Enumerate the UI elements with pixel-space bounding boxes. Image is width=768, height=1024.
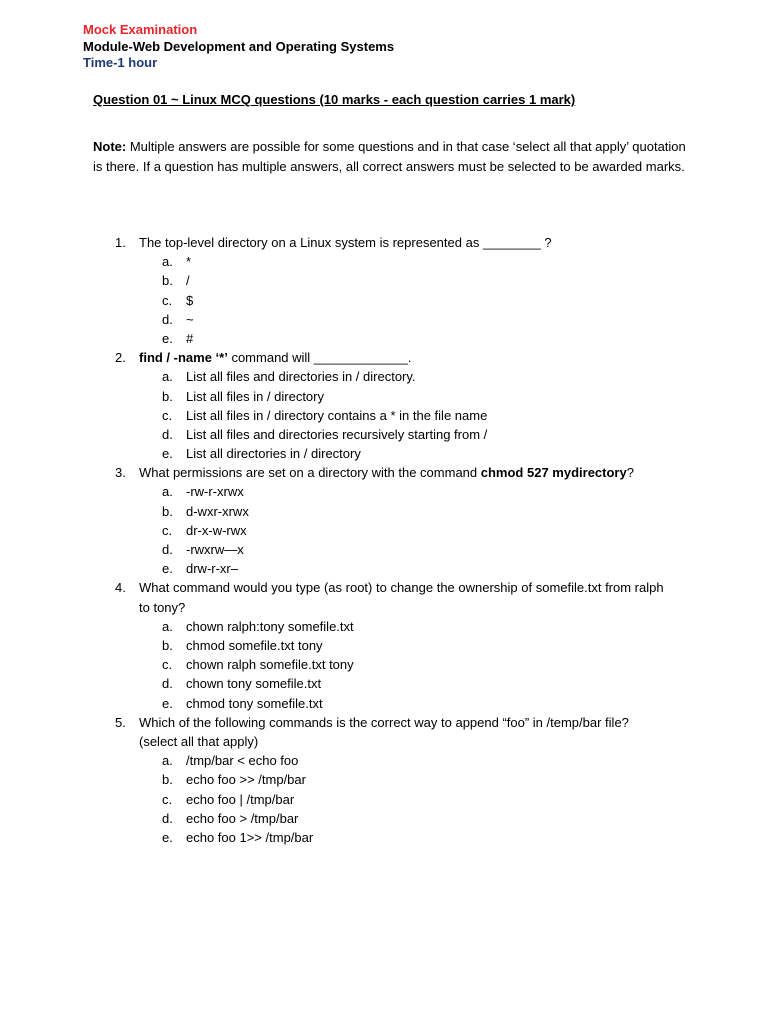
question-list xyxy=(0,233,768,847)
option-letter: c. xyxy=(162,657,173,673)
option-letter: b. xyxy=(162,772,173,788)
question-text-part: ? xyxy=(626,465,634,481)
option-4e xyxy=(0,694,768,713)
question-text xyxy=(139,578,669,616)
option-3d xyxy=(0,540,768,559)
option-text: dr-x-w-rwx xyxy=(186,522,247,538)
question-text-part: What command would you type (as root) to change the ownership of somefile.txt from ralph to tony? xyxy=(139,580,664,615)
question-number: 4. xyxy=(115,580,126,596)
question-3 xyxy=(0,463,768,482)
option-letter: c. xyxy=(162,292,173,308)
option-text: -rw-r-xrwx xyxy=(186,484,244,500)
option-letter: b. xyxy=(162,638,173,654)
question-5 xyxy=(0,713,768,751)
option-text: chown tony somefile.txt xyxy=(186,676,322,692)
option-4c xyxy=(0,655,768,674)
option-4d xyxy=(0,674,768,693)
question-text-part: The top-level directory on a Linux system is represented as ________ ? xyxy=(139,235,552,250)
question-text xyxy=(139,348,669,367)
option-text: / xyxy=(186,273,190,289)
option-letter: c. xyxy=(162,791,173,807)
option-letter: c. xyxy=(162,522,173,538)
option-text: d-wxr-xrwx xyxy=(186,503,249,519)
option-1d xyxy=(0,310,768,329)
option-text: List all directories in / directory xyxy=(186,446,361,462)
option-text: List all files in / directory contains a * in the file name xyxy=(186,407,488,423)
option-letter: a. xyxy=(162,254,173,270)
time-limit: Time-1 hour xyxy=(83,55,158,70)
question-number: 3. xyxy=(115,465,126,481)
option-letter: e. xyxy=(162,446,173,462)
option-text: List all files and directories recursively starting from / xyxy=(186,426,488,442)
command-text: find / -name ‘*’ xyxy=(139,350,228,366)
exam-title: Mock Examination xyxy=(83,22,198,37)
option-text: List all files in / directory xyxy=(186,388,324,404)
option-text: chmod tony somefile.txt xyxy=(186,695,323,711)
option-text: ~ xyxy=(186,311,194,327)
option-letter: e. xyxy=(162,561,173,577)
option-letter: e. xyxy=(162,330,173,346)
option-letter: d. xyxy=(162,676,173,692)
option-text: -rwxrw—x xyxy=(186,542,244,558)
question-text xyxy=(139,233,669,252)
option-2b xyxy=(0,387,768,406)
option-3a xyxy=(0,482,768,501)
option-letter: e. xyxy=(162,695,173,711)
question-text-part: What permissions are set on a directory with the command xyxy=(139,465,481,481)
option-text: echo foo >> /tmp/bar xyxy=(186,772,306,788)
option-3e xyxy=(0,559,768,578)
question-4 xyxy=(0,578,768,616)
module-title: Module-Web Development and Operating Systems xyxy=(83,39,395,54)
option-5c xyxy=(0,790,768,809)
command-text: chmod 527 mydirectory xyxy=(480,465,627,481)
option-letter: a. xyxy=(162,753,173,769)
option-text: * xyxy=(186,254,192,270)
note-paragraph xyxy=(93,137,693,177)
option-3b xyxy=(0,502,768,521)
option-text: List all files and directories in / directory. xyxy=(186,369,416,385)
option-letter: d. xyxy=(162,810,173,826)
question-number: 2. xyxy=(115,350,126,366)
option-letter: a. xyxy=(162,369,173,385)
option-text: $ xyxy=(186,292,194,308)
question-text xyxy=(139,713,669,751)
option-1b xyxy=(0,271,768,290)
option-5e xyxy=(0,828,768,847)
question-2 xyxy=(0,348,768,367)
question-1 xyxy=(0,233,768,252)
option-text: echo foo 1>> /tmp/bar xyxy=(186,829,314,845)
option-5b xyxy=(0,770,768,789)
option-text: /tmp/bar < echo foo xyxy=(186,753,299,769)
option-5a xyxy=(0,751,768,770)
option-1a xyxy=(0,252,768,271)
option-letter: a. xyxy=(162,484,173,500)
option-letter: b. xyxy=(162,503,173,519)
option-letter: b. xyxy=(162,273,173,289)
option-2a xyxy=(0,367,768,386)
option-letter: d. xyxy=(162,311,173,327)
option-text: drw-r-xr– xyxy=(186,561,238,577)
option-4a xyxy=(0,617,768,636)
option-4b xyxy=(0,636,768,655)
note-label: Note: xyxy=(93,139,127,154)
option-letter: b. xyxy=(162,388,173,404)
section-title: Question 01 ~ Linux MCQ questions (10 marks - each question carries 1 mark) xyxy=(93,92,576,107)
option-text: chmod somefile.txt tony xyxy=(186,638,323,654)
option-letter: a. xyxy=(162,618,173,634)
question-number: 1. xyxy=(115,235,126,250)
option-1e xyxy=(0,329,768,348)
option-1c xyxy=(0,291,768,310)
question-text xyxy=(139,463,669,482)
option-2d xyxy=(0,425,768,444)
option-5d xyxy=(0,809,768,828)
option-text: chown ralph:tony somefile.txt xyxy=(186,618,354,634)
question-text-part: command will _____________. xyxy=(227,350,412,366)
option-text: echo foo | /tmp/bar xyxy=(186,791,295,807)
option-letter: c. xyxy=(162,407,173,423)
option-2c xyxy=(0,406,768,425)
option-3c xyxy=(0,521,768,540)
option-letter: e. xyxy=(162,829,173,845)
option-text: echo foo > /tmp/bar xyxy=(186,810,299,826)
note-text: Multiple answers are possible for some questions and in that case ‘select all that apply’ quotation is there. If a question has multiple answers, all correct answers must be selected to be awarded marks. xyxy=(93,139,686,174)
option-text: chown ralph somefile.txt tony xyxy=(186,657,354,673)
question-text-part: Which of the following commands is the correct way to append “foo” in /temp/bar file? (select all that apply) xyxy=(139,714,629,749)
option-letter: d. xyxy=(162,426,173,442)
option-letter: d. xyxy=(162,542,173,558)
question-number: 5. xyxy=(115,714,126,730)
option-text: # xyxy=(186,330,194,346)
option-2e xyxy=(0,444,768,463)
